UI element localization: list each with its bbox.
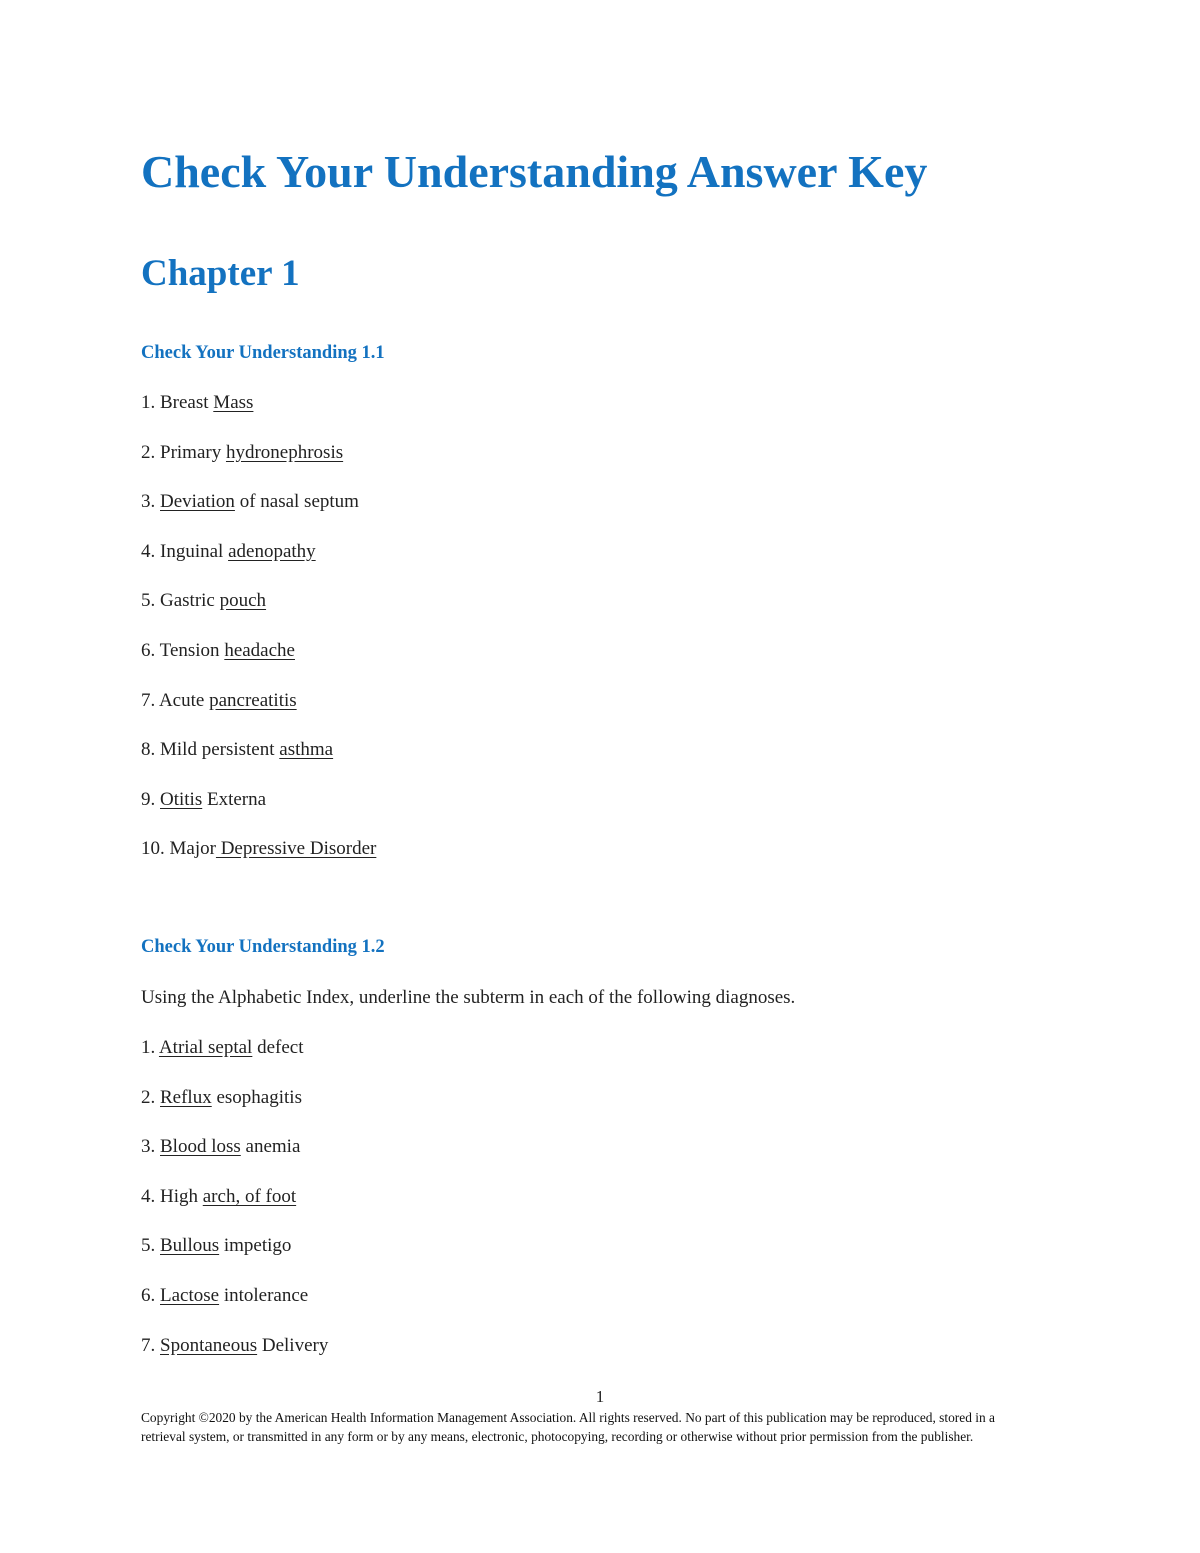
underlined-term: asthma: [279, 739, 334, 761]
copyright-notice: Copyright ©2020 by the American Health Information Management Association. All rights reserved. No part of this publication may be reproduced, stored in a retrieval system, or transmitted in any form or by any means, electronic, photocopying, recording or otherwise without prior permission from the publisher.: [141, 1410, 995, 1444]
underlined-term: pouch: [219, 590, 267, 612]
underlined-term: Blood loss: [160, 1136, 241, 1158]
section-heading-1-2: Check Your Understanding 1.2: [141, 937, 385, 957]
list-item: 7. Spontaneous Delivery: [141, 1334, 329, 1356]
underlined-term: Atrial septal: [158, 1037, 253, 1058]
document-title: Check Your Understanding Answer Key: [141, 146, 928, 197]
list-item: 3. Deviation of nasal septum: [141, 491, 359, 513]
chapter-title: Chapter 1: [141, 253, 300, 294]
underlined-term: headache: [224, 639, 295, 661]
list-item: 5. Gastric pouch: [141, 590, 267, 612]
underlined-term: Deviation: [160, 491, 235, 513]
underlined-term: Otitis: [160, 788, 203, 810]
answer-list-1-1: [141, 390, 376, 886]
list-item: 4. Inguinal adenopathy: [141, 540, 316, 562]
list-item: 1. Atrial septal defect: [141, 1037, 304, 1058]
page-number: 1: [595, 1387, 605, 1406]
underlined-term: Depressive Disorder: [215, 838, 377, 860]
answer-list-1-2: [141, 1035, 328, 1382]
list-item: 6. Lactose intolerance: [141, 1284, 309, 1306]
list-item: 9. Otitis Externa: [141, 788, 267, 810]
list-item: 8. Mild persistent asthma: [141, 739, 334, 761]
underlined-term: hydronephrosis: [225, 441, 344, 463]
underlined-term: Spontaneous: [160, 1334, 258, 1356]
underlined-term: Reflux: [160, 1086, 212, 1108]
underlined-term: adenopathy: [228, 540, 316, 562]
section-heading-1-1: Check Your Understanding 1.1: [141, 343, 385, 363]
underlined-term: arch, of foot: [202, 1185, 297, 1207]
list-item: 7. Acute pancreatitis: [141, 689, 297, 711]
list-item: 3. Blood loss anemia: [141, 1136, 301, 1158]
underlined-term: Lactose: [160, 1284, 220, 1306]
underlined-term: pancreatitis: [209, 689, 297, 711]
list-item: 2. Primary hydronephrosis: [141, 441, 344, 463]
list-item: 10. Major Depressive Disorder: [141, 838, 377, 860]
list-item: 4. High arch, of foot: [141, 1185, 297, 1207]
underlined-term: Bullous: [160, 1235, 220, 1257]
list-item: 6. Tension headache: [141, 639, 295, 661]
underlined-term: Mass: [213, 392, 254, 413]
list-item: 1. Breast Mass: [141, 392, 254, 413]
instruction-text: Using the Alphabetic Index, underline the subterm in each of the following diagnoses.: [141, 987, 796, 1008]
list-item: 5. Bullous impetigo: [141, 1235, 292, 1257]
list-item: 2. Reflux esophagitis: [141, 1086, 302, 1108]
